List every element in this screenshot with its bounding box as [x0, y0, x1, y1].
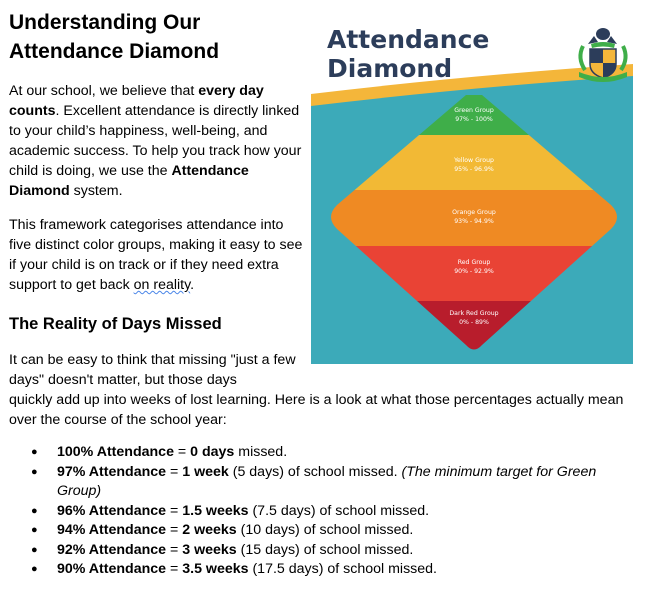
intro-bold-1: every day counts — [9, 83, 264, 119]
intro-text-1: At our school, we believe that — [9, 83, 199, 99]
diamond-title-line-2: Diamond — [327, 54, 453, 83]
fact-duration: 3 weeks — [182, 541, 237, 558]
bullet-icon: ● — [31, 563, 38, 575]
intro-text-2: . Excellent attendance is directly linked to your child’s happiness, well-being, and academic success. To help you track how your child is doing, we use the — [9, 103, 302, 179]
fact-duration: 1.5 weeks — [182, 502, 249, 519]
fact-equals: = — [166, 463, 183, 480]
group-name-yellow: Yellow Group — [454, 157, 494, 164]
attendance-facts-list — [0, 443, 640, 580]
list-item — [0, 502, 640, 522]
list-item — [0, 521, 640, 541]
intro-text-3: system. — [69, 183, 123, 199]
days-missed-line-1: It can be easy to think that missing "just a few days" doesn't matter, but those days — [9, 352, 296, 388]
fact-equals: = — [173, 444, 191, 460]
fact-detail: (15 days) of school missed. — [236, 541, 414, 558]
fact-percent: 90% Attendance — [57, 561, 167, 577]
fact-percent: 97% Attendance — [57, 463, 167, 480]
fact-duration: 0 days — [190, 444, 235, 460]
intro-paragraph — [9, 81, 303, 201]
bullet-icon: ● — [31, 504, 38, 517]
fact-percent: 96% Attendance — [57, 502, 167, 519]
group-range-yellow: 95% - 96.9% — [454, 166, 494, 173]
group-range-red: 90% - 92.9% — [454, 268, 494, 275]
bullet-icon: ● — [31, 465, 38, 478]
fact-equals: = — [166, 561, 183, 577]
group-range-green: 97% - 100% — [455, 116, 493, 123]
fact-equals: = — [166, 541, 183, 558]
group-name-red: Red Group — [457, 259, 491, 266]
fact-duration: 1 week — [182, 463, 229, 480]
fact-detail: (5 days) of school missed. — [228, 463, 402, 480]
intro-bold-2: Attendance Diamond — [9, 163, 249, 199]
group-range-dark-red: 0% - 89% — [459, 319, 489, 326]
bullet-icon: ● — [31, 446, 38, 458]
fact-detail: (7.5 days) of school missed. — [248, 502, 430, 519]
list-item — [0, 560, 640, 580]
fact-detail: (17.5 days) of school missed. — [248, 561, 437, 577]
fact-percent: 94% Attendance — [57, 522, 167, 538]
framework-text-2: . — [190, 277, 195, 293]
framework-paragraph — [9, 215, 303, 295]
fact-duration: 2 weeks — [182, 522, 237, 538]
fact-detail: missed. — [234, 444, 288, 460]
fact-equals: = — [166, 522, 183, 538]
framework-text-1: This framework categorises attendance into five distinct color groups, making it easy to see if your child is on track or if they need extra support to get back — [9, 217, 303, 293]
group-name-green: Green Group — [454, 107, 494, 114]
section-heading: The Reality of Days Missed — [9, 315, 222, 333]
days-missed-line-2: quickly add up into weeks of lost learning. Here is a look at what those percentages actually mean over the course of the school year: — [9, 392, 624, 428]
bullet-icon: ● — [31, 524, 38, 536]
fact-note: (The minimum target for Green Group) — [57, 463, 597, 499]
diamond-title-line-1: Attendance — [327, 25, 490, 54]
group-name-orange: Orange Group — [452, 209, 496, 216]
group-range-orange: 93% - 94.9% — [454, 218, 494, 225]
fact-percent: 100% Attendance — [57, 444, 174, 460]
group-name-dark-red: Dark Red Group — [449, 310, 499, 317]
list-item — [0, 541, 640, 561]
fact-equals: = — [166, 502, 183, 519]
page-title: Understanding Our Attendance Diamond — [9, 11, 220, 63]
spellcheck-flagged-text[interactable]: on reality — [133, 277, 191, 293]
list-item — [0, 443, 640, 463]
list-item — [0, 463, 640, 502]
attendance-diamond-image — [311, 14, 633, 364]
fact-detail: (10 days) of school missed. — [236, 522, 414, 538]
fact-duration: 3.5 weeks — [182, 561, 249, 577]
bullet-icon: ● — [31, 543, 38, 556]
fact-percent: 92% Attendance — [57, 541, 167, 558]
